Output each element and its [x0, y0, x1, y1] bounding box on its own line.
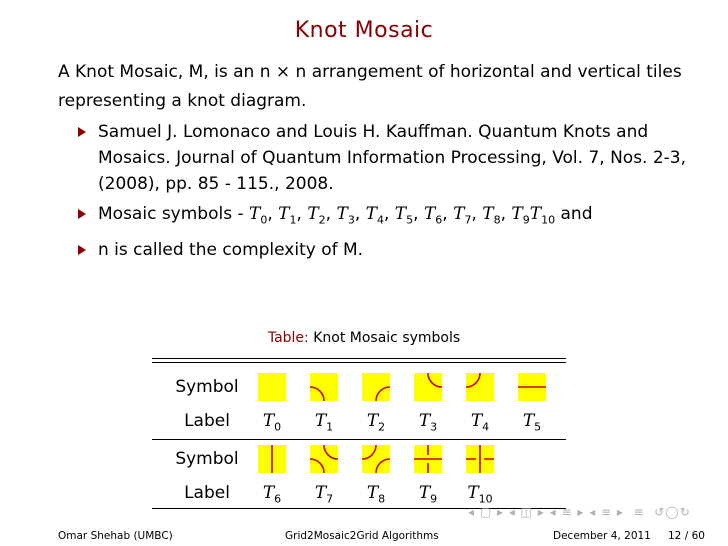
symbol-index: 7 — [464, 213, 472, 227]
label-t4: $T_4$ — [470, 411, 490, 434]
table-top-rule-inner — [152, 362, 566, 363]
symbol-index: 1 — [289, 213, 297, 227]
symbol-list: $T_0$, $T_1$, $T_2$, $T_3$, $T_4$, $T_5$, $T_6$, $T_7$, $T_8$, $T_9T_{10}$ — [249, 204, 556, 227]
symbol-t6 — [423, 204, 443, 227]
label-t9: $T_9$ — [418, 483, 438, 506]
symbol-t5 — [394, 204, 414, 227]
label-t10: $T_{10}$ — [467, 483, 493, 506]
symbol-name: T — [529, 204, 542, 224]
label-t2: $T_2$ — [366, 411, 386, 434]
header-symbol-2: Symbol — [175, 449, 239, 469]
complexity-text: n is called the complexity of M. — [98, 240, 364, 261]
table-caption — [0, 330, 728, 346]
bullet-complexity — [58, 237, 698, 263]
header-label: Label — [184, 411, 230, 431]
symbol-name: T — [249, 204, 261, 224]
symbol-name: T — [307, 204, 319, 224]
symbol-name: T — [365, 204, 377, 224]
intro-paragraph: A Knot Mosaic, M, is an n × n arrangement of horizontal and vertical tiles representing a knot diagram. — [58, 62, 682, 111]
symbols-prefix: Mosaic symbols - — [98, 204, 250, 224]
bullet-symbols — [58, 201, 698, 233]
symbols-suffix: and — [555, 204, 593, 224]
label-t0: $T_0$ — [262, 411, 282, 434]
footer-author: Omar Shehab (UMBC) — [58, 530, 173, 542]
symbol-index: 2 — [318, 213, 326, 227]
symbol-t10 — [529, 204, 556, 227]
symbol-index: 10 — [541, 213, 556, 227]
symbol-index: 9 — [522, 213, 530, 227]
symbol-t1 — [278, 204, 297, 227]
symbol-index: 8 — [493, 213, 501, 227]
label-t3: $T_3$ — [418, 411, 438, 434]
symbol-name: T — [336, 204, 348, 224]
header-symbol: Symbol — [175, 377, 239, 397]
symbol-index: 5 — [406, 213, 414, 227]
label-t5: $T_5$ — [522, 411, 542, 434]
symbol-t2 — [307, 204, 326, 227]
symbol-index: 4 — [376, 213, 384, 227]
symbol-name: T — [453, 204, 465, 224]
bullet-triangle-icon — [78, 127, 86, 137]
footer-page-number: 12 / 60 — [668, 530, 705, 542]
symbol-name: T — [511, 204, 523, 224]
symbol-t0 — [249, 204, 268, 227]
symbol-index: 3 — [347, 213, 355, 227]
bullet-triangle-icon — [78, 209, 86, 219]
footer-date: December 4, 2011 — [553, 530, 651, 542]
footer-talk-title: Grid2Mosaic2Grid Algorithms — [285, 530, 439, 542]
symbol-t7 — [453, 204, 472, 227]
table-top-rule — [152, 358, 566, 359]
symbol-t8 — [482, 204, 501, 227]
label-t1: $T_1$ — [314, 411, 334, 434]
symbol-index: 0 — [260, 213, 268, 227]
header-label-2: Label — [184, 483, 230, 503]
symbol-t4 — [365, 204, 384, 227]
label-t8: $T_8$ — [366, 483, 386, 506]
symbol-name: T — [394, 204, 407, 224]
table-mid-rule — [152, 439, 566, 440]
caption-label: Table: — [267, 330, 309, 346]
bullet-reference — [58, 119, 698, 197]
symbol-name: T — [278, 204, 290, 224]
bullet-list — [58, 119, 698, 267]
symbol-t3 — [336, 204, 355, 227]
slide-footer — [0, 518, 728, 546]
bullet-triangle-icon — [78, 245, 86, 255]
reference-text: Samuel J. Lomonaco and Louis H. Kauffman. Quantum Knots and Mosaics. Journal of Quantum Information Processing, Vol. 7, Nos. 2-3, (2008), pp. 85 - 115., 2008. — [98, 122, 687, 194]
symbol-name: T — [482, 204, 494, 224]
slide-title: Knot Mosaic — [294, 18, 434, 43]
caption-text: Knot Mosaic symbols — [313, 330, 461, 346]
symbol-name: T — [423, 204, 436, 224]
symbol-index: 6 — [435, 213, 443, 227]
symbol-t9 — [511, 204, 530, 227]
table-row-symbols-2 — [152, 442, 566, 476]
beamer-nav-controls[interactable]: ◂ ▢ ▸ ◂ ◫ ▸ ◂ ≡ ▸ ◂ ≡ ▸ ≡ ↺◯↻ — [468, 505, 691, 519]
label-t7: $T_7$ — [314, 483, 334, 506]
table-row-symbols-1 — [152, 370, 566, 404]
label-t6: $T_6$ — [262, 483, 282, 506]
table-row-labels-1 — [152, 404, 566, 438]
